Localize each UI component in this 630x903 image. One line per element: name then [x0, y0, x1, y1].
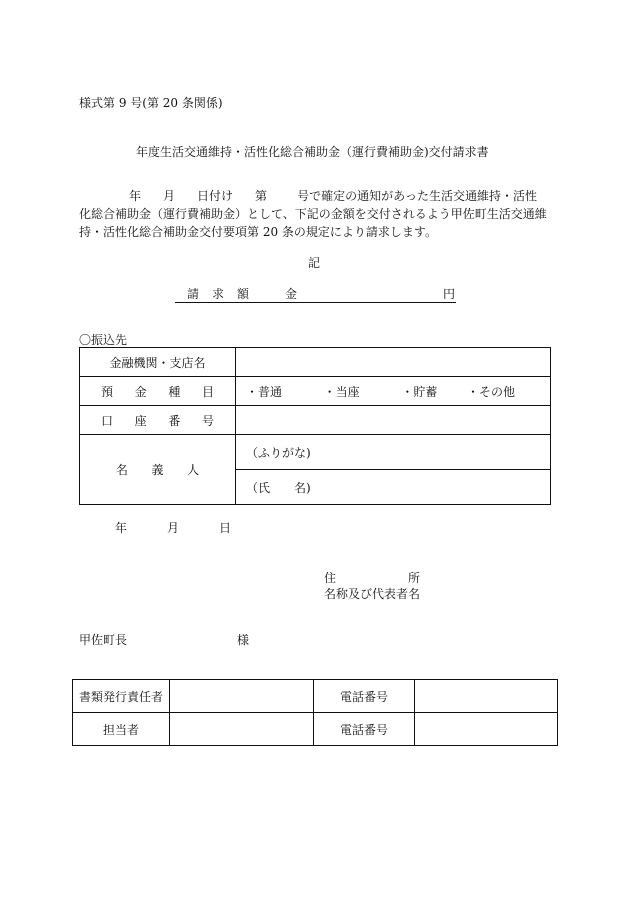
phone-label-1: 電話番号	[314, 680, 415, 713]
phone-field-2[interactable]	[415, 713, 558, 746]
claim-kin: 金	[285, 287, 298, 301]
deposit-type-label	[80, 377, 236, 406]
ki-heading: 記	[308, 256, 321, 270]
claim-yen: 円	[443, 287, 456, 301]
option-toza[interactable]: ・当座	[323, 384, 360, 399]
body-month: 月	[163, 189, 176, 203]
claim-amount-line	[175, 287, 456, 303]
furigana-field[interactable]	[236, 435, 551, 470]
holder-char-2: 義	[151, 463, 164, 477]
account-number-label	[80, 406, 236, 435]
account-char-3: 番	[168, 413, 181, 428]
account-char-4: 号	[202, 413, 215, 428]
address-label: 住 所	[324, 571, 421, 585]
body-line-3: 持・活性化総合補助金交付要項第 20 条の規定により請求します。	[79, 225, 437, 239]
holder-name-field[interactable]	[236, 470, 551, 505]
request-body-text	[79, 187, 559, 241]
claim-label-2: 求	[212, 287, 225, 301]
transfer-heading: 〇振込先	[79, 333, 128, 347]
deposit-type-char-1: 預	[100, 384, 113, 399]
phone-label-2: 電話番号	[314, 713, 415, 746]
deposit-type-options	[236, 377, 551, 406]
claim-label-3: 額	[237, 287, 250, 301]
date-day: 日	[219, 521, 232, 535]
institution-field[interactable]	[236, 348, 551, 377]
account-char-1: 口	[100, 413, 113, 428]
person-in-charge-label: 担当者	[73, 713, 170, 746]
account-number-field[interactable]	[236, 406, 551, 435]
account-char-2: 座	[134, 413, 147, 428]
holder-char-1: 名	[115, 463, 128, 477]
addressee-line	[79, 633, 249, 647]
responsibility-table	[72, 679, 558, 746]
option-futsu[interactable]: ・普通	[246, 384, 283, 399]
option-sonota[interactable]: ・その他	[467, 384, 516, 399]
deposit-type-char-2: 金	[134, 384, 147, 399]
date-year: 年	[115, 521, 128, 535]
issuer-field[interactable]	[170, 680, 314, 713]
body-dai: 第	[255, 189, 268, 203]
holder-label	[80, 435, 236, 505]
addressee-sama: 様	[237, 633, 250, 647]
body-year: 年	[129, 189, 142, 203]
claim-label-1: 請	[187, 287, 200, 301]
holder-name-label: （氏 名)	[246, 480, 311, 495]
body-line-1	[79, 187, 559, 205]
bank-account-table	[79, 347, 551, 505]
date-line	[115, 521, 231, 535]
deposit-type-char-3: 種	[168, 384, 181, 399]
date-month: 月	[167, 521, 180, 535]
deposit-type-char-4: 目	[202, 384, 215, 399]
furigana-label: （ふりがな)	[246, 445, 311, 460]
issuer-label: 書類発行責任者	[73, 680, 170, 713]
body-day-dated: 日付け	[197, 189, 234, 203]
form-number: 様式第 9 号(第 20 条関係)	[79, 96, 223, 110]
option-chochiku[interactable]: ・貯蓄	[401, 384, 438, 399]
holder-char-3: 人	[187, 463, 200, 477]
document-title: 年度生活交通維持・活性化総合補助金（運行費補助金)交付請求書	[136, 145, 489, 159]
institution-label: 金融機関・支店名	[80, 348, 236, 377]
addressee-town: 甲佐町長	[79, 633, 128, 647]
representative-label: 名称及び代表者名	[324, 587, 421, 601]
body-line1-rest: 号で確定の通知があった生活交通維持・活性	[297, 189, 537, 203]
person-in-charge-field[interactable]	[170, 713, 314, 746]
phone-field-1[interactable]	[415, 680, 558, 713]
body-line-2: 化総合補助金（運行費補助金）として、下記の金額を交付されるよう甲佐町生活交通維	[79, 207, 547, 221]
